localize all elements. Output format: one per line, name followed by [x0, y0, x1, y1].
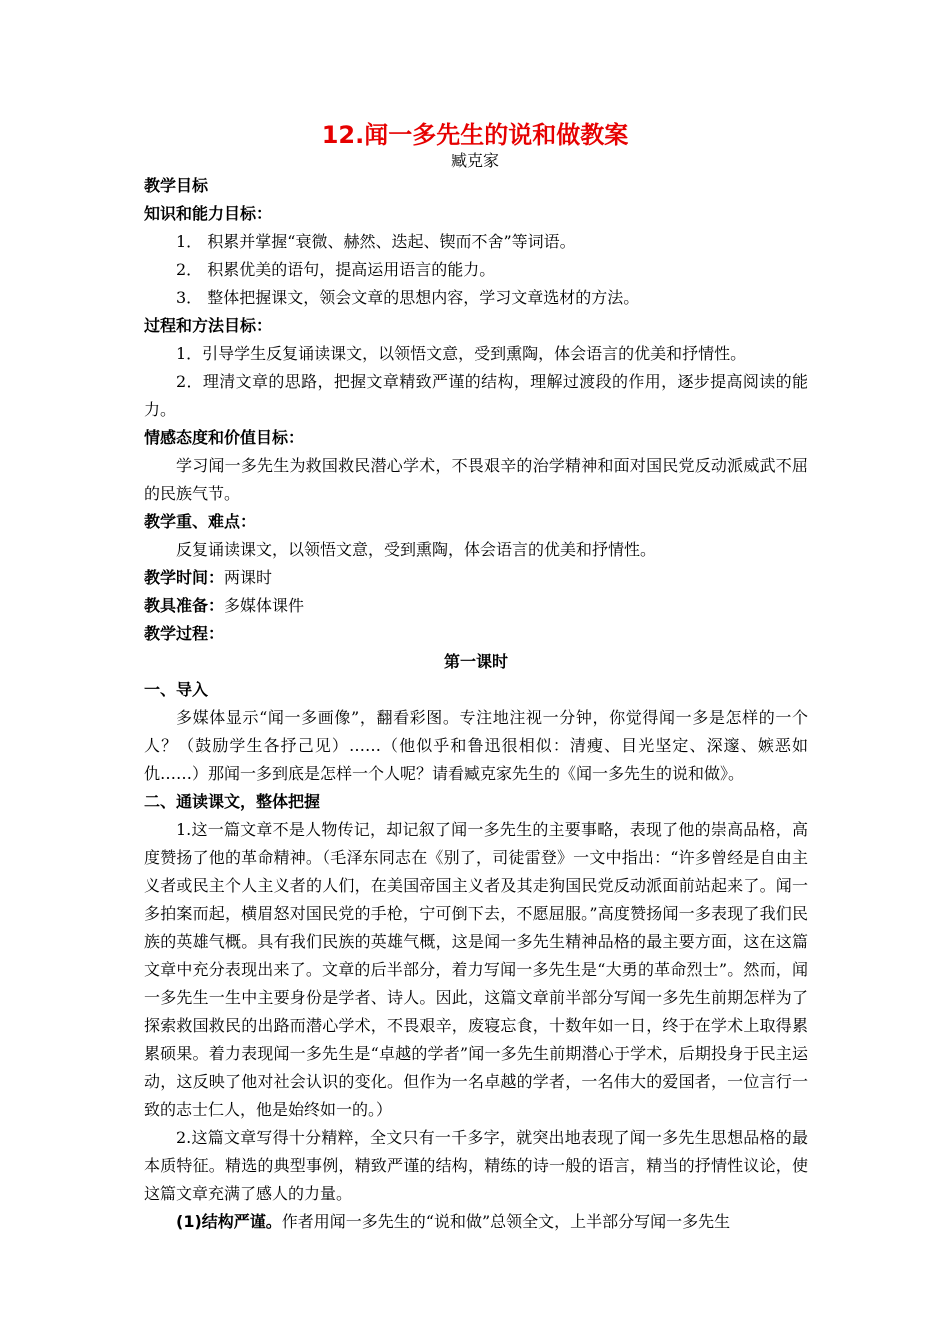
process-goal-item: 2．理清文章的思路，把握文章精致严谨的结构，理解过渡段的作用，逐步提高阅读的能力。 — [144, 372, 808, 419]
emotion-goal-text: 学习闻一多先生为救国救民潜心学术，不畏艰辛的治学精神和面对国民党反动派威武不屈的民族气节。 — [144, 456, 808, 503]
key-points-heading: 教学重、难点： — [144, 512, 257, 531]
document-author: 臧克家 — [450, 151, 499, 170]
structure-paragraph — [144, 1208, 808, 1236]
teaching-time-label: 教学时间： — [144, 568, 225, 587]
teaching-tools — [144, 592, 808, 620]
knowledge-item: 1． 积累并掌握“衰微、赫然、迭起、锲而不舍”等词语。 — [176, 232, 576, 251]
teaching-time-value: 两课时 — [224, 568, 273, 587]
reading-paragraph-1: 1.这一篇文章不是人物传记，却记叙了闻一多先生的主要事略，表现了他的崇高品格，高度赞扬了他的革命精神。（毛泽东同志在《别了，司徒雷登》一文中指出：“许多曾经是自由主义者或民主个人主义者的人们，在美国帝国主义者及其走狗国民党反动派面前站起来了。闻一多拍案而起，横眉怒对国民党的手枪，宁可倒下去，不愿屈服。”高度赞扬闻一多表现了我们民族的英雄气概。具有我们民族的英雄气概，这是闻一多先生精神品格的最主要方面，这在这篇文章中充分表现出来了。文章的后半部分，着力写闻一多先生是“大勇的革命烈士”。然而，闻一多先生一生中主要身份是学者、诗人。因此，这篇文章前半部分写闻一多先生前期怎样为了探索救国救民的出路而潜心学术，不畏艰辛，废寝忘食，十数年如一日，终于在学术上取得累累硕果。着力表现闻一多先生是“卓越的学者”闻一多先生前期潜心于学术，后期投身于民主运动，这反映了他对社会认识的变化。但作为一名卓越的学者，一名伟大的爱国者，一位言行一致的志士仁人，他是始终如一的。） — [144, 820, 808, 1119]
knowledge-heading: 知识和能力目标： — [144, 204, 273, 223]
process-goal-item: 1．引导学生反复诵读课文，以领悟文意，受到熏陶，体会语言的优美和抒情性。 — [176, 344, 747, 363]
intro-text: 多媒体显示“闻一多画像”，翻看彩图。专注地注视一分钟，你觉得闻一多是怎样的一个人？（鼓励学生各抒己见）……（他似乎和鲁迅很相似：清瘦、目光坚定、深邃、嫉恶如仇……）那闻一多到底是怎样一个人呢？请看臧克家先生的《闻一多先生的说和做》。 — [144, 708, 808, 783]
reading-heading: 二、通读课文，整体把握 — [144, 792, 321, 811]
emotion-goals-heading: 情感态度和价值目标： — [144, 428, 305, 447]
goals-heading: 教学目标 — [144, 176, 209, 195]
knowledge-item: 3． 整体把握课文，领会文章的思想内容，学习文章选材的方法。 — [176, 288, 640, 307]
lesson-heading: 第一课时 — [443, 652, 508, 671]
structure-label: (1)结构严谨。 — [176, 1212, 282, 1231]
structure-text: 作者用闻一多先生的“说和做”总领全文，上半部分写闻一多先生 — [281, 1212, 731, 1231]
knowledge-item: 2． 积累优美的语句，提高运用语言的能力。 — [176, 260, 496, 279]
teaching-process-heading: 教学过程： — [144, 624, 225, 643]
teaching-tools-value: 多媒体课件 — [224, 596, 305, 615]
intro-heading: 一、导入 — [144, 680, 209, 699]
reading-paragraph-2: 2.这篇文章写得十分精粹，全文只有一千多字，就突出地表现了闻一多先生思想品格的最本质特征。精选的典型事例，精致严谨的结构，精练的诗一般的语言，精当的抒情性议论，使这篇文章充满了感人的力量。 — [144, 1128, 808, 1203]
teaching-tools-label: 教具准备： — [144, 596, 225, 615]
teaching-time — [144, 564, 808, 592]
document-title: 12.闻一多先生的说和做教案 — [321, 121, 629, 149]
key-points-text: 反复诵读课文，以领悟文意，受到熏陶，体会语言的优美和抒情性。 — [176, 540, 657, 559]
process-goals-heading: 过程和方法目标： — [144, 316, 273, 335]
document-body — [144, 172, 808, 1236]
